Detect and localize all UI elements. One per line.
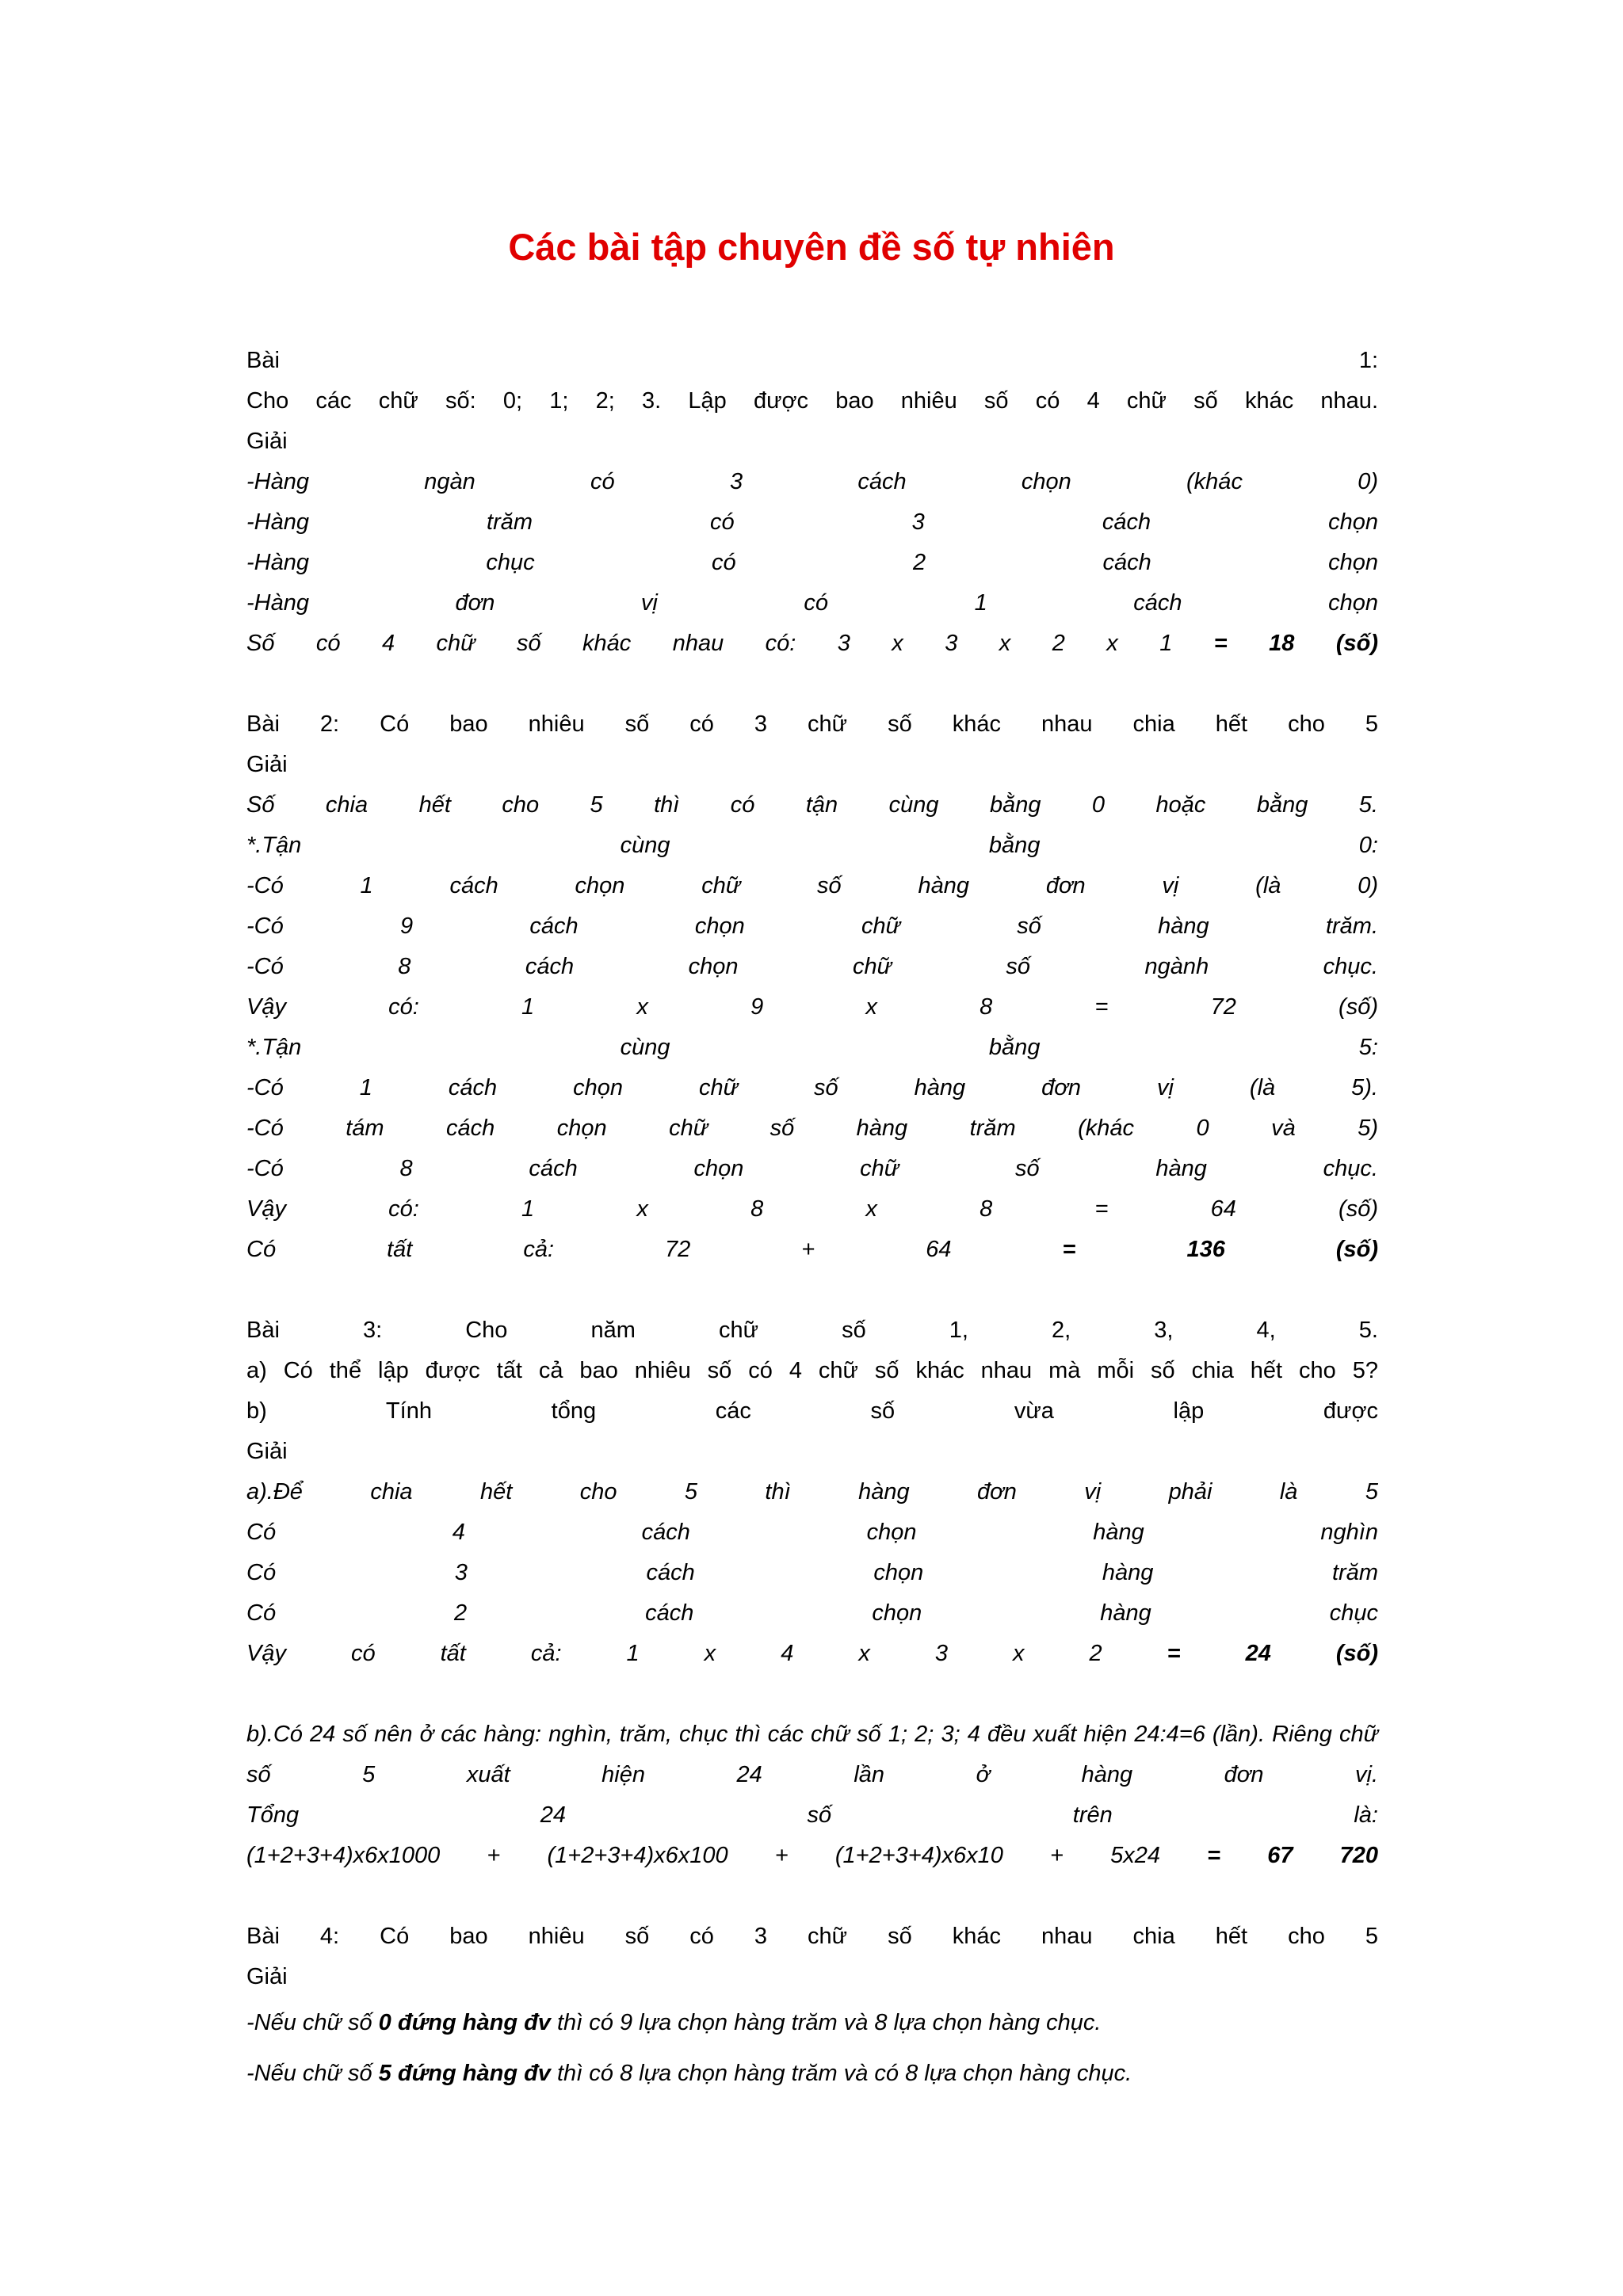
problem2-step: -Có 9 cách chọn chữ số hàng trăm. xyxy=(246,913,1378,939)
problem2-step: -Có 1 cách chọn chữ số hàng đơn vị (là 5). xyxy=(246,1075,1378,1100)
problem3-step-b: b).Có 24 số nên ở các hàng: nghìn, trăm, chục thì các chữ số 1; 2; 3; 4 đều xuất hiện 24:4=6 (lần). Riêng chữ xyxy=(246,1722,1378,1747)
problem3-result-a xyxy=(246,1634,1378,1674)
problem3-result-b-text: (1+2+3+4)x6x1000 + (1+2+3+4)x6x100 + (1+2+3+4)x6x10 + 5x24 xyxy=(246,1843,1160,1868)
problem3-result-a-text: Vậy có tất cả: 1 x 4 x 3 x 2 xyxy=(246,1641,1102,1666)
problem3-step-b: Tổng 24 số trên là: xyxy=(246,1802,1378,1828)
problem1-solution-label: Giải xyxy=(246,429,288,454)
problem3-step-a: Có 3 cách chọn hàng trăm xyxy=(246,1560,1378,1585)
problem3-question: Bài 3: Cho năm chữ số 1, 2, 3, 4, 5. xyxy=(246,1318,1378,1343)
document-body xyxy=(246,341,1378,2099)
problem1-step: -Hàng trăm có 3 cách chọn xyxy=(246,509,1378,535)
problem4-case-five-post: thì có 8 lựa chọn hàng trăm và có 8 lựa chọn hàng chục. xyxy=(550,2061,1132,2086)
problem1-step: -Hàng chục có 2 cách chọn xyxy=(246,550,1378,575)
problem1-step: -Hàng ngàn có 3 cách chọn (khác 0) xyxy=(246,469,1378,494)
problem3-solution-label: Giải xyxy=(246,1439,288,1464)
spacer xyxy=(246,1674,1378,1714)
problem2-step: -Có tám cách chọn chữ số hàng trăm (khác 0 và 5) xyxy=(246,1116,1378,1141)
problem3-step-a: Có 2 cách chọn hàng chục xyxy=(246,1600,1378,1626)
problem2-question: Bài 2: Có bao nhiêu số có 3 chữ số khác nhau chia hết cho 5 xyxy=(246,711,1378,737)
problem4-case-zero-pre: -Nếu chữ số xyxy=(246,2010,379,2035)
problem3-step-b: số 5 xuất hiện 24 lần ở hàng đơn vị. xyxy=(246,1762,1378,1787)
problem1-result-unit: (số) xyxy=(1335,631,1379,656)
problem2-result xyxy=(246,1230,1378,1270)
problem2-step: Vậy có: 1 x 9 x 8 = 72 (số) xyxy=(246,994,1378,1020)
problem2-result-value: = 136 xyxy=(1062,1237,1225,1262)
problem3-result-a-value: = 24 xyxy=(1167,1641,1271,1666)
page-title: Các bài tập chuyên đề số tự nhiên xyxy=(508,226,1115,268)
problem1-step: -Hàng đơn vị có 1 cách chọn xyxy=(246,590,1378,616)
problem1-question: Cho các chữ số: 0; 1; 2; 3. Lập được bao nhiêu số có 4 chữ số khác nhau. xyxy=(246,388,1378,414)
problem4-question: Bài 4: Có bao nhiêu số có 3 chữ số khác nhau chia hết cho 5 xyxy=(246,1924,1378,1949)
problem2-step: *.Tận cùng bằng 0: xyxy=(246,833,1378,858)
problem1-heading-label: Bài xyxy=(246,348,280,373)
problem3-result-b-value2: 720 xyxy=(1339,1843,1378,1868)
problem4-case-five xyxy=(246,2048,1378,2099)
problem4-case-zero-bold: 0 đứng hàng đv xyxy=(378,2010,551,2035)
spacer xyxy=(246,1270,1378,1310)
problem1-heading xyxy=(246,341,1378,381)
problem2-result-unit: (số) xyxy=(1335,1237,1379,1262)
spacer xyxy=(246,664,1378,704)
problem2-step: -Có 1 cách chọn chữ số hàng đơn vị (là 0) xyxy=(246,873,1378,898)
problem3-step-a: a).Để chia hết cho 5 thì hàng đơn vị phải là 5 xyxy=(246,1479,1378,1505)
problem2-step: Số chia hết cho 5 thì có tận cùng bằng 0 hoặc bằng 5. xyxy=(246,792,1378,818)
problem3-step-a: Có 4 cách chọn hàng nghìn xyxy=(246,1520,1378,1545)
problem4-case-zero xyxy=(246,1997,1378,2048)
spacer xyxy=(246,1876,1378,1917)
problem2-solution-label: Giải xyxy=(246,752,288,777)
problem2-step: -Có 8 cách chọn chữ số hàng chục. xyxy=(246,1156,1378,1181)
problem3-part-a: a) Có thể lập được tất cả bao nhiêu số có 4 chữ số khác nhau mà mỗi số chia hết cho 5? xyxy=(246,1358,1378,1383)
problem4-case-five-pre: -Nếu chữ số xyxy=(246,2061,379,2086)
problem3-result-b xyxy=(246,1836,1378,1876)
problem3-result-a-unit: (số) xyxy=(1335,1641,1379,1666)
problem2-step: Vậy có: 1 x 8 x 8 = 64 (số) xyxy=(246,1196,1378,1222)
problem3-result-b-value: = 67 xyxy=(1207,1843,1293,1868)
problem4-case-zero-post: thì có 9 lựa chọn hàng trăm và 8 lựa chọn hàng chục. xyxy=(550,2010,1102,2035)
problem1-result-value: = 18 xyxy=(1213,631,1295,656)
problem1-result-text: Số có 4 chữ số khác nhau có: 3 x 3 x 2 x 1 xyxy=(246,631,1173,656)
problem1-heading-number: 1: xyxy=(1358,348,1378,373)
problem3-part-b: b) Tính tổng các số vừa lập được xyxy=(246,1398,1378,1424)
problem4-case-five-bold: 5 đứng hàng đv xyxy=(378,2061,551,2086)
problem4-solution-label: Giải xyxy=(246,1964,288,1989)
problem2-step: *.Tận cùng bằng 5: xyxy=(246,1035,1378,1060)
problem2-step: -Có 8 cách chọn chữ số ngành chục. xyxy=(246,954,1378,979)
problem2-result-text: Có tất cả: 72 + 64 xyxy=(246,1237,952,1262)
problem1-result xyxy=(246,624,1378,664)
